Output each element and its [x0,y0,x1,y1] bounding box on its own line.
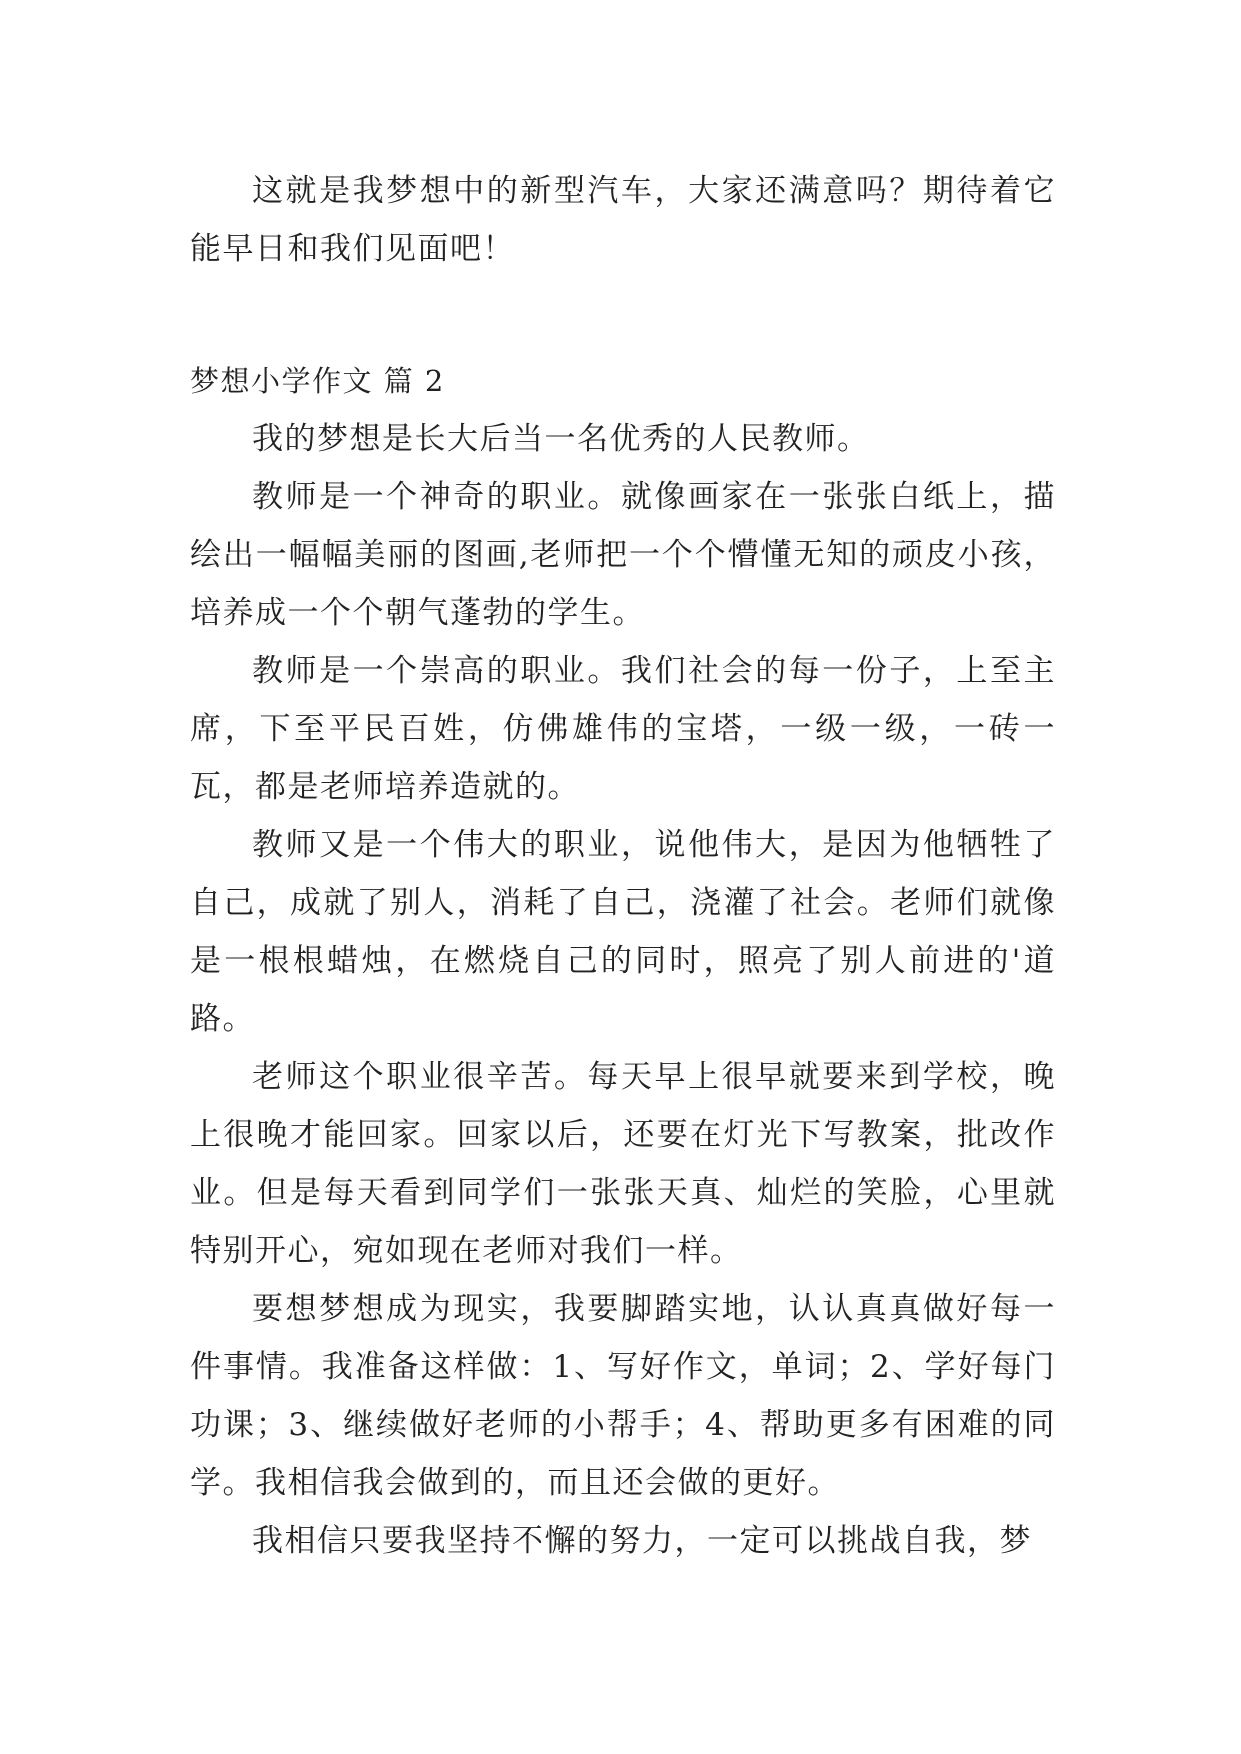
document-body [190,162,1056,1570]
paragraph: 教师是一个神奇的职业。就像画家在一张张白纸上，描绘出一幅幅美丽的图画,老师把一个个懵懂无知的顽皮小孩，培养成一个个朝气蓬勃的学生。 [190,479,1056,631]
intro-paragraph: 这就是我梦想中的新型汽车，大家还满意吗？期待着它能早日和我们见面吧！ [190,173,1056,267]
paragraph: 要想梦想成为现实，我要脚踏实地，认认真真做好每一件事情。我准备这样做：1、写好作文，单词；2、学好每门功课；3、继续做好老师的小帮手；4、帮助更多有困难的同学。我相信我会做到的，而且还会做的更好。 [190,1291,1056,1501]
paragraph: 我的梦想是长大后当一名优秀的人民教师。 [252,421,870,457]
section-heading: 梦想小学作文 篇 2 [190,364,445,398]
paragraph: 教师是一个崇高的职业。我们社会的每一份子，上至主席，下至平民百姓，仿佛雄伟的宝塔，一级一级，一砖一瓦，都是老师培养造就的。 [190,653,1056,805]
paragraph: 我相信只要我坚持不懈的努力，一定可以挑战自我，梦 [252,1523,1032,1559]
paragraph: 教师又是一个伟大的职业，说他伟大，是因为他牺牲了自己，成就了别人，消耗了自己，浇灌了社会。老师们就像是一根根蜡烛，在燃烧自己的同时，照亮了别人前进的'道路。 [190,827,1056,1037]
paragraph: 老师这个职业很辛苦。每天早上很早就要来到学校，晚上很晚才能回家。回家以后，还要在灯光下写教案，批改作业。但是每天看到同学们一张张天真、灿烂的笑脸，心里就特别开心，宛如现在老师对我们一样。 [190,1059,1056,1269]
